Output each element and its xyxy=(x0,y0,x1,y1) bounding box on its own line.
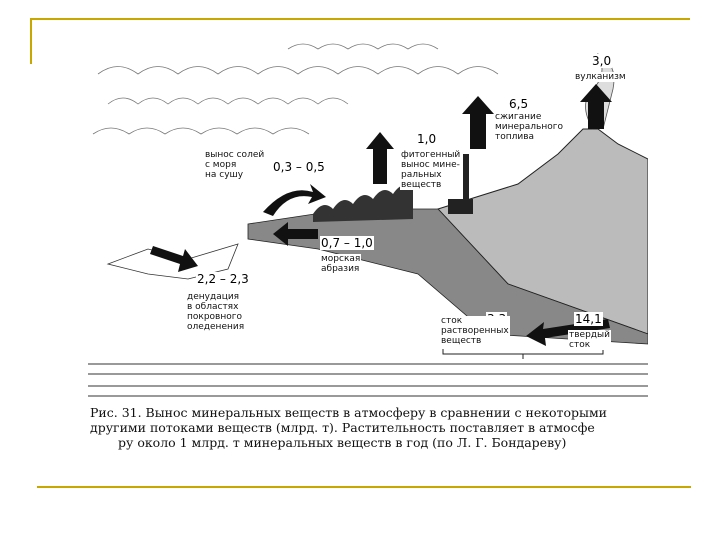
cloud-texture xyxy=(93,44,498,134)
value-fuel: 6,5 xyxy=(509,97,529,111)
label-volcanism: вулканизм xyxy=(575,72,626,82)
arrow-fuel xyxy=(462,96,494,149)
mineral-flow-illustration xyxy=(88,34,648,404)
label-denudation: денудация в областях покровного оледенения xyxy=(187,292,245,332)
forest xyxy=(313,185,413,222)
caption-line-2: другими потоками веществ (млрд. т). Растительность поставляет в атмосфе xyxy=(90,420,595,435)
label-dissolved: сток растворенных веществ xyxy=(441,316,509,346)
value-denudation: 2,2 – 2,3 xyxy=(197,272,249,286)
factory xyxy=(448,199,473,214)
label-fuel: сжигание минерального топлива xyxy=(495,112,563,142)
value-abrasion: 0,7 – 1,0 xyxy=(321,236,373,250)
factory-chimney xyxy=(463,154,469,199)
figure-caption xyxy=(90,405,655,450)
bracket xyxy=(443,349,603,359)
arrow-phyto xyxy=(366,132,394,184)
value-salt-transfer: 0,3 – 0,5 xyxy=(273,160,325,174)
slide-frame-vertical-line xyxy=(30,18,32,64)
landscape-drawing xyxy=(88,34,648,404)
caption-line-3: ру около 1 млрд. т минеральных веществ в год (по Л. Г. Бондареву) xyxy=(118,435,567,450)
label-abrasion: морская абразия xyxy=(321,254,361,274)
value-phytogenic: 1,0 xyxy=(417,132,437,146)
value-volcanism: 3,0 xyxy=(592,54,612,68)
label-solid-flow: твердый сток xyxy=(569,330,610,350)
value-solid-flow: 14,1 xyxy=(575,312,602,326)
label-phytogenic: фитогенный вынос мине- ральных веществ xyxy=(401,150,461,190)
label-salt-transfer: вынос солей с моря на сушу xyxy=(205,150,265,180)
sea-lines xyxy=(88,364,648,396)
caption-line-1: Рис. 31. Вынос минеральных веществ в атмосферу в сравнении с некоторыми xyxy=(90,405,607,420)
slide-frame-bottom-line xyxy=(37,486,691,488)
slide-frame-top-line xyxy=(30,18,690,20)
